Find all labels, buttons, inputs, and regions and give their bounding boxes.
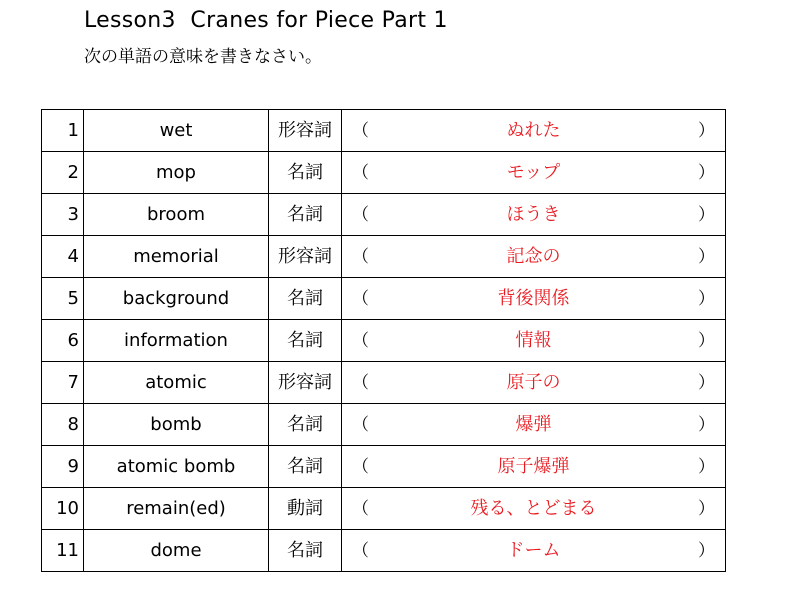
part-of-speech: 動詞 <box>269 488 342 530</box>
table-row <box>42 404 726 446</box>
english-word: mop <box>84 152 269 194</box>
close-parenthesis: ） <box>698 162 715 183</box>
part-of-speech: 名詞 <box>269 530 342 572</box>
meaning-cell <box>342 446 726 488</box>
meaning-cell <box>342 404 726 446</box>
vocabulary-table <box>41 109 726 572</box>
table-row <box>42 530 726 572</box>
japanese-meaning: モップ <box>506 161 561 183</box>
table-row <box>42 320 726 362</box>
english-word: remain(ed) <box>84 488 269 530</box>
meaning-cell <box>342 320 726 362</box>
close-parenthesis: ） <box>698 540 715 561</box>
english-word: bomb <box>84 404 269 446</box>
row-number: 1 <box>42 110 84 152</box>
part-of-speech: 形容詞 <box>269 110 342 152</box>
row-number: 8 <box>42 404 84 446</box>
open-parenthesis: （ <box>352 498 369 519</box>
meaning-cell <box>342 110 726 152</box>
part-of-speech: 名詞 <box>269 194 342 236</box>
open-parenthesis: （ <box>352 330 369 351</box>
meaning-cell <box>342 278 726 320</box>
row-number: 5 <box>42 278 84 320</box>
part-of-speech: 形容詞 <box>269 362 342 404</box>
english-word: broom <box>84 194 269 236</box>
table-row <box>42 152 726 194</box>
page-title: Lesson3 Cranes for Piece Part 1 <box>84 8 448 33</box>
row-number: 7 <box>42 362 84 404</box>
japanese-meaning: 原子の <box>506 371 561 393</box>
table-row <box>42 362 726 404</box>
meaning-cell <box>342 152 726 194</box>
table-row <box>42 278 726 320</box>
table-row <box>42 110 726 152</box>
row-number: 6 <box>42 320 84 362</box>
close-parenthesis: ） <box>698 288 715 309</box>
meaning-cell <box>342 488 726 530</box>
close-parenthesis: ） <box>698 498 715 519</box>
row-number: 10 <box>42 488 84 530</box>
english-word: memorial <box>84 236 269 278</box>
open-parenthesis: （ <box>352 246 369 267</box>
japanese-meaning: 残る、とどまる <box>470 497 597 519</box>
row-number: 9 <box>42 446 84 488</box>
close-parenthesis: ） <box>698 246 715 267</box>
japanese-meaning: 記念の <box>506 245 561 267</box>
open-parenthesis: （ <box>352 414 369 435</box>
meaning-cell <box>342 530 726 572</box>
japanese-meaning: 原子爆弾 <box>497 455 570 477</box>
close-parenthesis: ） <box>698 330 715 351</box>
japanese-meaning: ほうき <box>506 203 561 225</box>
row-number: 11 <box>42 530 84 572</box>
row-number: 3 <box>42 194 84 236</box>
row-number: 2 <box>42 152 84 194</box>
open-parenthesis: （ <box>352 456 369 477</box>
japanese-meaning: 爆弾 <box>515 413 552 435</box>
english-word: wet <box>84 110 269 152</box>
meaning-cell <box>342 194 726 236</box>
open-parenthesis: （ <box>352 204 369 225</box>
close-parenthesis: ） <box>698 456 715 477</box>
part-of-speech: 名詞 <box>269 320 342 362</box>
close-parenthesis: ） <box>698 204 715 225</box>
vocabulary-table-body <box>42 110 726 572</box>
english-word: information <box>84 320 269 362</box>
close-parenthesis: ） <box>698 372 715 393</box>
close-parenthesis: ） <box>698 414 715 435</box>
close-parenthesis: ） <box>698 120 715 141</box>
open-parenthesis: （ <box>352 120 369 141</box>
english-word: atomic bomb <box>84 446 269 488</box>
meaning-cell <box>342 236 726 278</box>
english-word: dome <box>84 530 269 572</box>
part-of-speech: 形容詞 <box>269 236 342 278</box>
part-of-speech: 名詞 <box>269 404 342 446</box>
open-parenthesis: （ <box>352 288 369 309</box>
instruction-text: 次の単語の意味を書きなさい。 <box>84 47 322 67</box>
japanese-meaning: ぬれた <box>506 119 561 141</box>
japanese-meaning: ドーム <box>506 539 561 561</box>
table-row <box>42 488 726 530</box>
row-number: 4 <box>42 236 84 278</box>
part-of-speech: 名詞 <box>269 278 342 320</box>
open-parenthesis: （ <box>352 540 369 561</box>
meaning-cell <box>342 362 726 404</box>
japanese-meaning: 背後関係 <box>497 287 570 309</box>
japanese-meaning: 情報 <box>515 329 552 351</box>
open-parenthesis: （ <box>352 162 369 183</box>
open-parenthesis: （ <box>352 372 369 393</box>
table-row <box>42 446 726 488</box>
english-word: background <box>84 278 269 320</box>
english-word: atomic <box>84 362 269 404</box>
part-of-speech: 名詞 <box>269 152 342 194</box>
table-row <box>42 194 726 236</box>
part-of-speech: 名詞 <box>269 446 342 488</box>
table-row <box>42 236 726 278</box>
